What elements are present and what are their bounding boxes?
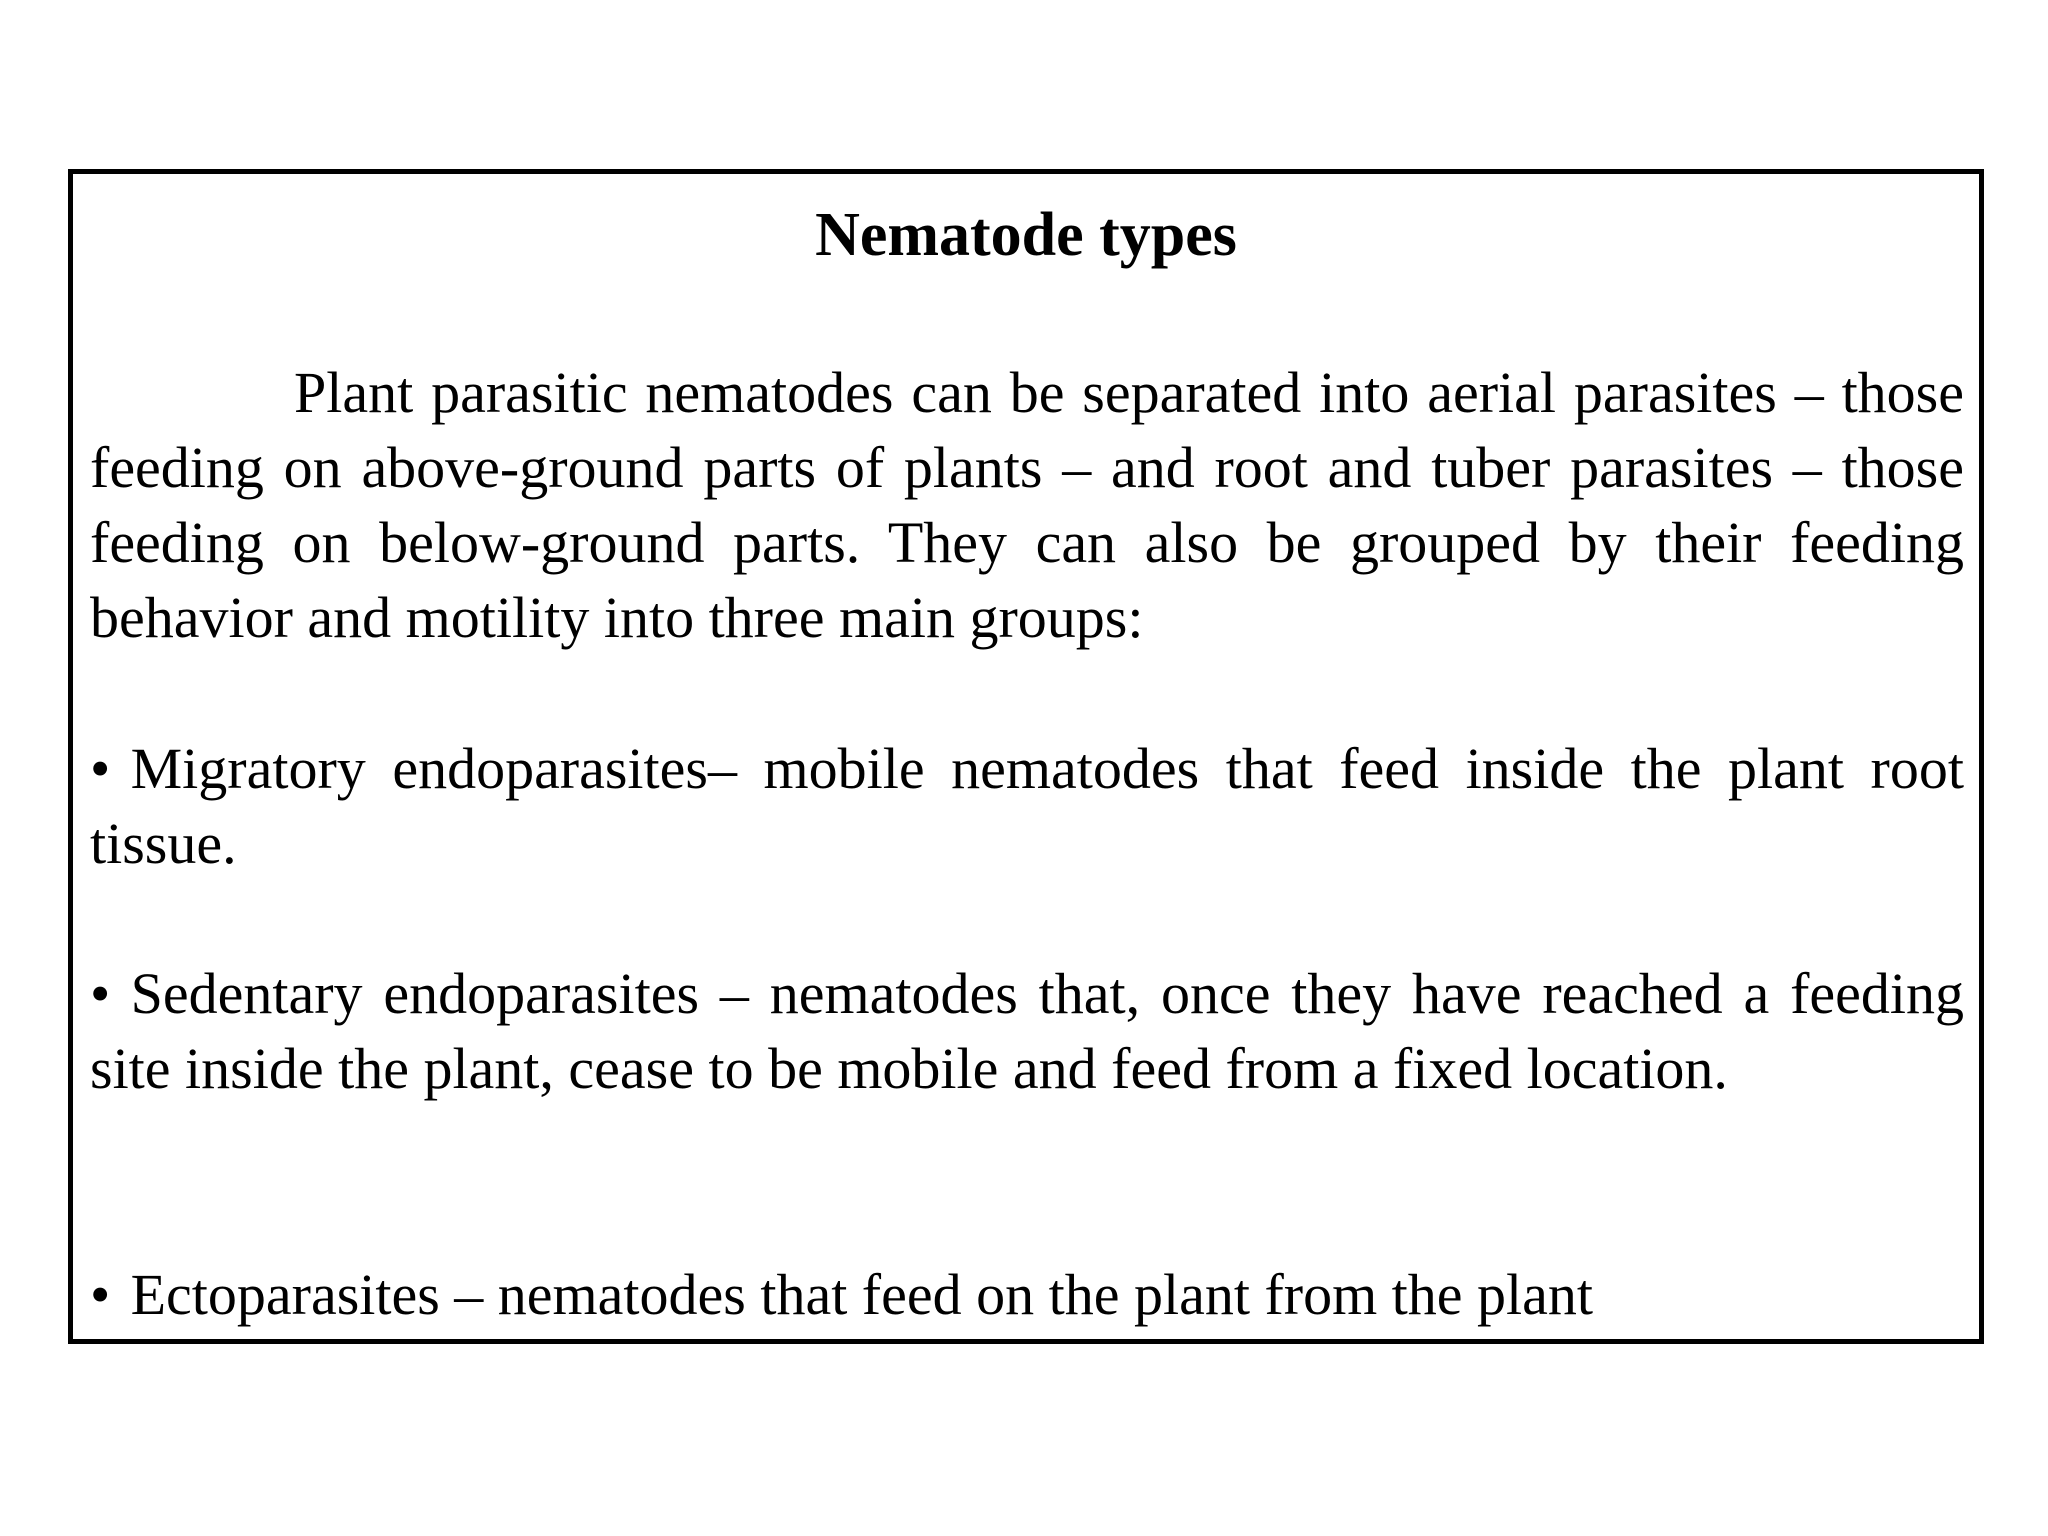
bullet-icon: • [90,1262,111,1327]
bullet-item-sedentary [90,956,1964,1106]
bullet-text: Ectoparasites – nematodes that feed on the plant from the plant [130,1262,1594,1327]
intro-paragraph: Plant parasitic nematodes can be separated into aerial parasites – those feeding on above-ground parts of plants – and root and tuber parasites – those feeding on below-ground parts. They can also be grouped by their feeding behavior and motility into three main groups: [90,360,1964,650]
bullet-text: Sedentary endoparasites – nematodes that, once they have reached a feeding site inside the plant, cease to be mobile and feed from a fixed location. [90,961,1964,1101]
slide-title: Nematode types [815,201,1237,269]
bullet-item-migratory [90,731,1964,881]
bullet-item-ectoparasites [90,1257,1964,1332]
bullet-text: Migratory endoparasites– mobile nematodes that feed inside the plant root tissue. [90,736,1964,876]
bullet-icon: • [90,961,111,1026]
slide-frame [68,169,1984,1344]
bullet-icon: • [90,736,111,801]
